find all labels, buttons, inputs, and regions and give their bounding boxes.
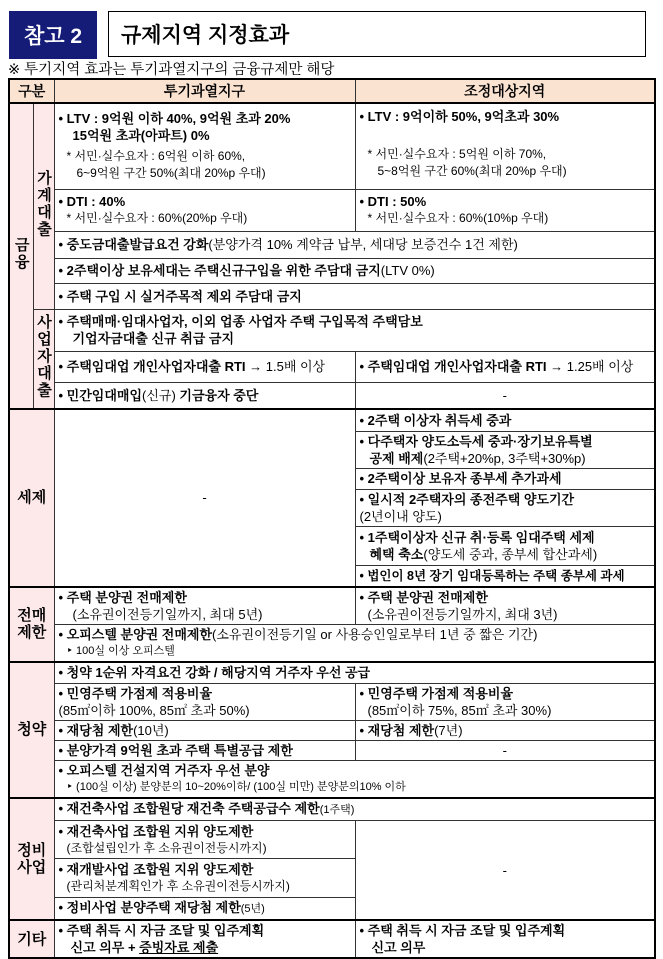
table-row xyxy=(9,721,655,741)
subscription-item: • 민영주택 가점제 적용비율 (85㎡이하 75%, 85㎡ 초과 30%) xyxy=(355,684,655,721)
renewal-item: • 재개발사업 조합원 지위 양도제한 (관리처분계획인가 후 소유권이전등시까지) xyxy=(54,859,355,898)
renewal-item: • 재건축사업 조합원 지위 양도제한 (조합설립인가 후 소유권이전등시까지) xyxy=(54,821,355,859)
table-row xyxy=(9,624,655,662)
subscription-item: • 민영주택 가점제 적용비율 (85㎡이하 100%, 85㎡ 초과 50%) xyxy=(54,684,355,721)
resale-label: 전매제한 xyxy=(9,587,54,662)
officetel-resale: • 오피스텔 분양권 전매제한(소유권이전등기일 or 사용승인일로부터 1년 중 짧은 기간) ‣ 100실 이상 오피스텔 xyxy=(54,624,655,662)
table-row xyxy=(9,587,655,625)
table-row xyxy=(9,283,655,309)
ltv-left: • LTV : 9억원 이하 40%, 9억원 초과 20% 15억원 초과(아파트) 0% * 서민·실수요자 : 6억원 이하 60%, 6~9억원 구간 50%(최대 20%p 우대) xyxy=(54,103,355,189)
tax-item: • 2주택이상 보유자 종부세 추가과세 xyxy=(355,468,655,489)
renewal-right: - xyxy=(355,821,655,921)
dti-left: • DTI : 40% * 서민·실수요자 : 60%(20%p 우대) xyxy=(54,189,355,231)
tax-item: • 1주택이상자 신규 취·등록 임대주택 세제 혜택 축소(양도세 중과, 종부세 합산과세) xyxy=(355,526,655,565)
rti-right: • 주택임대업 개인사업자대출 RTI → 1.25배 이상 xyxy=(355,351,655,382)
reference-badge: 참고 2 xyxy=(9,11,97,59)
purchase-loan-ban: • 주택 구입 시 실거주목적 제외 주담대 금지 xyxy=(54,283,655,309)
table-row xyxy=(9,309,655,351)
tax-item: • 다주택자 양도소득세 중과·장기보유특별 공제 배제(2주택+20%p, 3주택+30%p) xyxy=(355,431,655,468)
interim-loan: • 중도금대출발급요건 강화(분양가격 10% 계약금 납부, 세대당 보증건수 1건 제한) xyxy=(54,231,655,258)
ltv-right: • LTV : 9억이하 50%, 9억초과 30% * 서민·실수요자 : 5억원 이하 70%, 5~8억원 구간 60%(최대 20%p 우대) xyxy=(355,103,655,189)
finance-label: 금융 xyxy=(9,103,33,409)
page-title: 규제지역 지정효과 xyxy=(108,11,646,57)
table-row xyxy=(9,382,655,409)
table-row xyxy=(9,662,655,684)
household-loan-label: 가계대출 xyxy=(33,103,54,309)
renewal-item: • 정비사업 분양주택 재당첨 제한(5년) xyxy=(54,898,355,921)
private-rental-left: • 민간임대매입(신규) 기금융자 중단 xyxy=(54,382,355,409)
renewal-label: 정비사업 xyxy=(9,798,54,920)
subscription-label: 청약 xyxy=(9,662,54,799)
tax-left: - xyxy=(54,409,355,587)
subscription-item: • 재당첨 제한(10년) xyxy=(54,721,355,741)
table-row xyxy=(9,684,655,721)
subscription-item: • 재당첨 제한(7년) xyxy=(355,721,655,741)
subscription-item: • 청약 1순위 자격요건 강화 / 해당지역 거주자 우선 공급 xyxy=(54,662,655,684)
table-row xyxy=(9,920,655,958)
table-row xyxy=(9,351,655,382)
subscription-item: - xyxy=(355,741,655,761)
other-label: 기타 xyxy=(9,920,54,958)
tax-label: 세제 xyxy=(9,409,54,587)
rti-left: • 주택임대업 개인사업자대출 RTI → 1.5배 이상 xyxy=(54,351,355,382)
renewal-item: • 재건축사업 조합원당 재건축 주택공급수 제한(1주택) xyxy=(54,798,655,821)
table-row xyxy=(9,231,655,258)
header-adjusted-zone: 조정대상지역 xyxy=(355,79,655,103)
subscription-item: • 오피스텔 건설지역 거주자 우선 분양 ‣ (100실 이상) 분양분의 10~20%이하/ (100실 미만) 분양분의10% 이하 xyxy=(54,761,655,799)
table-row xyxy=(9,798,655,821)
table-row xyxy=(9,409,655,431)
table-row xyxy=(9,189,655,231)
other-left: • 주택 취득 시 자금 조달 및 입주계획 신고 의무 + 증빙자료 제출 xyxy=(54,920,355,958)
tax-item: • 일시적 2주택자의 종전주택 양도기간 (2년이내 양도) xyxy=(355,489,655,526)
table-row xyxy=(9,103,655,189)
other-right: • 주택 취득 시 자금 조달 및 입주계획 신고 의무 xyxy=(355,920,655,958)
tax-item: • 2주택 이상자 취득세 중과 xyxy=(355,409,655,431)
business-loan-label: 사업자대출 xyxy=(33,309,54,409)
header-speculative-zone: 투기과열지구 xyxy=(54,79,355,103)
table-row xyxy=(9,821,655,859)
resale-left: • 주택 분양권 전매제한 (소유권이전등기일까지, 최대 5년) xyxy=(54,587,355,625)
note: ※ 투기지역 효과는 투기과열지구의 금융규제만 해당 xyxy=(8,62,335,78)
table-row xyxy=(9,761,655,799)
header-category: 구분 xyxy=(9,79,54,103)
multi-home-loan-ban: • 2주택이상 보유세대는 주택신규구입을 위한 주담대 금지(LTV 0%) xyxy=(54,258,655,283)
regulation-table xyxy=(8,78,656,959)
table-row xyxy=(9,258,655,283)
business-loan-ban: • 주택매매·임대사업자, 이외 업종 사업자 주택 구입목적 주택담보 기업자금대출 신규 취급 금지 xyxy=(54,309,655,351)
dti-right: • DTI : 50% * 서민·실수요자 : 60%(10%p 우대) xyxy=(355,189,655,231)
tax-item: • 법인이 8년 장기 임대등록하는 주택 종부세 과세 xyxy=(355,565,655,587)
subscription-item: • 분양가격 9억원 초과 주택 특별공급 제한 xyxy=(54,741,355,761)
table-header xyxy=(9,79,655,103)
resale-right: • 주택 분양권 전매제한 (소유권이전등기일까지, 최대 3년) xyxy=(355,587,655,625)
private-rental-right: - xyxy=(355,382,655,409)
table-row xyxy=(9,741,655,761)
